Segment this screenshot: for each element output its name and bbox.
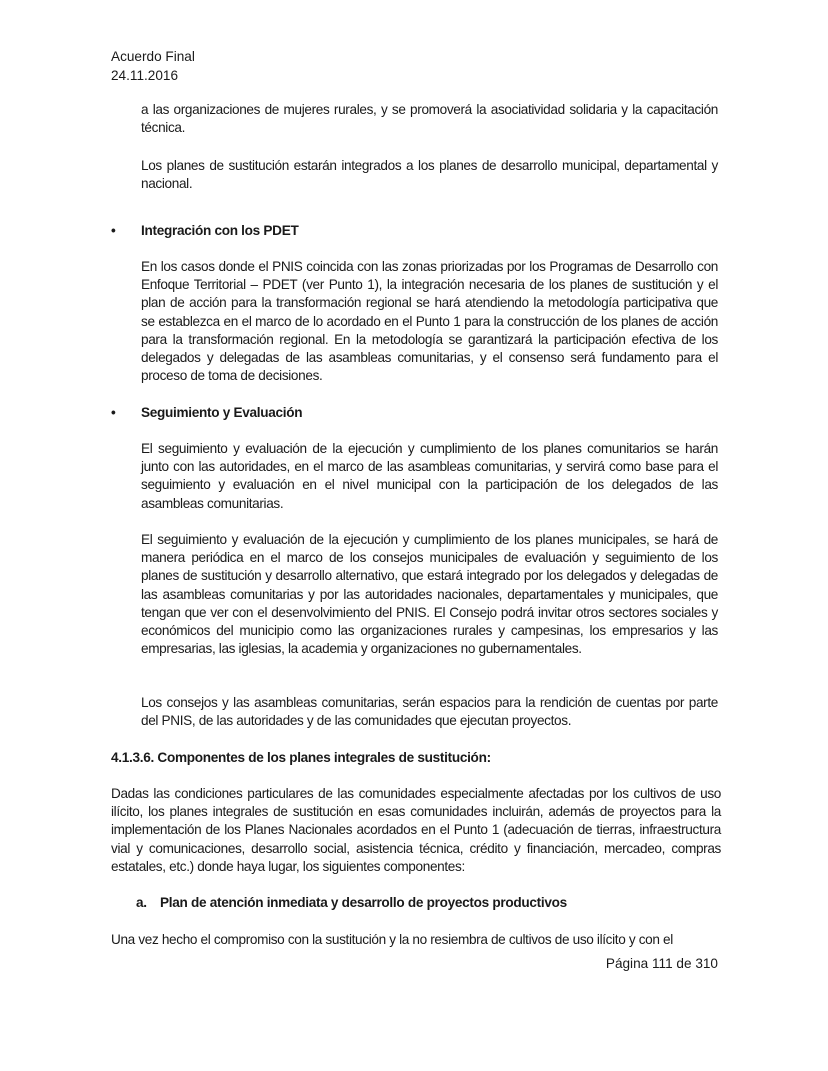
page-header — [111, 47, 195, 85]
document-title: Acuerdo Final — [111, 49, 195, 64]
subsection-heading — [136, 894, 567, 912]
bullet-title: Integración con los PDET — [141, 223, 299, 238]
intro-paragraph: Los planes de sustitución estarán integrados a los planes de desarrollo municipal, departamental y nacional. — [141, 158, 718, 192]
intro-paragraph: a las organizaciones de mujeres rurales, y se promoverá la asociatividad solidaria y la capacitación técnica. — [141, 102, 718, 136]
subsection-title: Plan de atención inmediata y desarrollo de proyectos productivos — [160, 895, 567, 910]
closing-line: Una vez hecho el compromiso con la sustitución y la no resiembra de cultivos de uso ilícito y con el — [111, 932, 673, 947]
bullet-heading-seguimiento — [111, 404, 302, 422]
document-date: 24.11.2016 — [111, 68, 179, 83]
bullet-icon: • — [111, 223, 116, 238]
body-paragraph: El seguimiento y evaluación de la ejecución y cumplimiento de los planes municipales, se hará de manera periódica en el marco de los consejos municipales de evaluación y seguimiento de los planes de sustitución y desarrollo alternativo, que estará integrado por los delegados y delegadas de las asambleas comunitarias y por las autoridades nacionales, departamentales y municipales, que tengan que ver con el desenvolvimiento del PNIS. El Consejo podrá invitar otros sectores sociales y económicos del municipio como las organizaciones rurales y campesinas, los empresarios y las empresarias, las iglesias, la academia y organizaciones no gubernamentales. — [141, 532, 718, 657]
section-heading: 4.1.3.6. Componentes de los planes integrales de sustitución: — [111, 750, 491, 765]
section-paragraph: Dadas las condiciones particulares de las comunidades especialmente afectadas por los cultivos de uso ilícito, los planes integrales de sustitución en esas comunidades incluirán, además de proyectos para la implementación de los Planes Nacionales acordados en el Punto 1 (adecuación de tierras, infraestructura vial y comunicaciones, desarrollo social, asistencia técnica, crédito y financiación, mercadeo, compras estatales, etc.) donde haya lugar, los siguientes componentes: — [111, 786, 721, 874]
body-paragraph: Los consejos y las asambleas comunitarias, serán espacios para la rendición de cuentas por parte del PNIS, de las autoridades y de las comunidades que ejecutan proyectos. — [141, 695, 718, 729]
subsection-letter: a. — [136, 895, 147, 910]
bullet-icon: • — [111, 405, 116, 420]
body-paragraph: En los casos donde el PNIS coincida con las zonas priorizadas por los Programas de Desarrollo con Enfoque Territorial – PDET (ver Punto 1), la integración necesaria de los planes de sustitución y el plan de acción para la transformación regional se hará atendiendo la metodología participativa que se establezca en el marco de lo acordado en el Punto 1 para la construcción de los planes de acción para la transformación regional. En la metodología se garantizará la participación efectiva de los delegados y delegadas de las asambleas comunitarias, y el consenso será fundamento para el proceso de toma de decisiones. — [141, 259, 718, 384]
bullet-title: Seguimiento y Evaluación — [141, 405, 303, 420]
body-paragraph: El seguimiento y evaluación de la ejecución y cumplimiento de los planes comunitarios se harán junto con las autoridades, en el marco de las asambleas comunitarias, y servirá como base para el seguimiento y evaluación en el nivel municipal con la participación de los delegados de las asambleas comunitarias. — [141, 441, 718, 511]
page-number: Página 111 de 310 — [605, 956, 718, 971]
bullet-heading-integracion — [111, 222, 298, 240]
